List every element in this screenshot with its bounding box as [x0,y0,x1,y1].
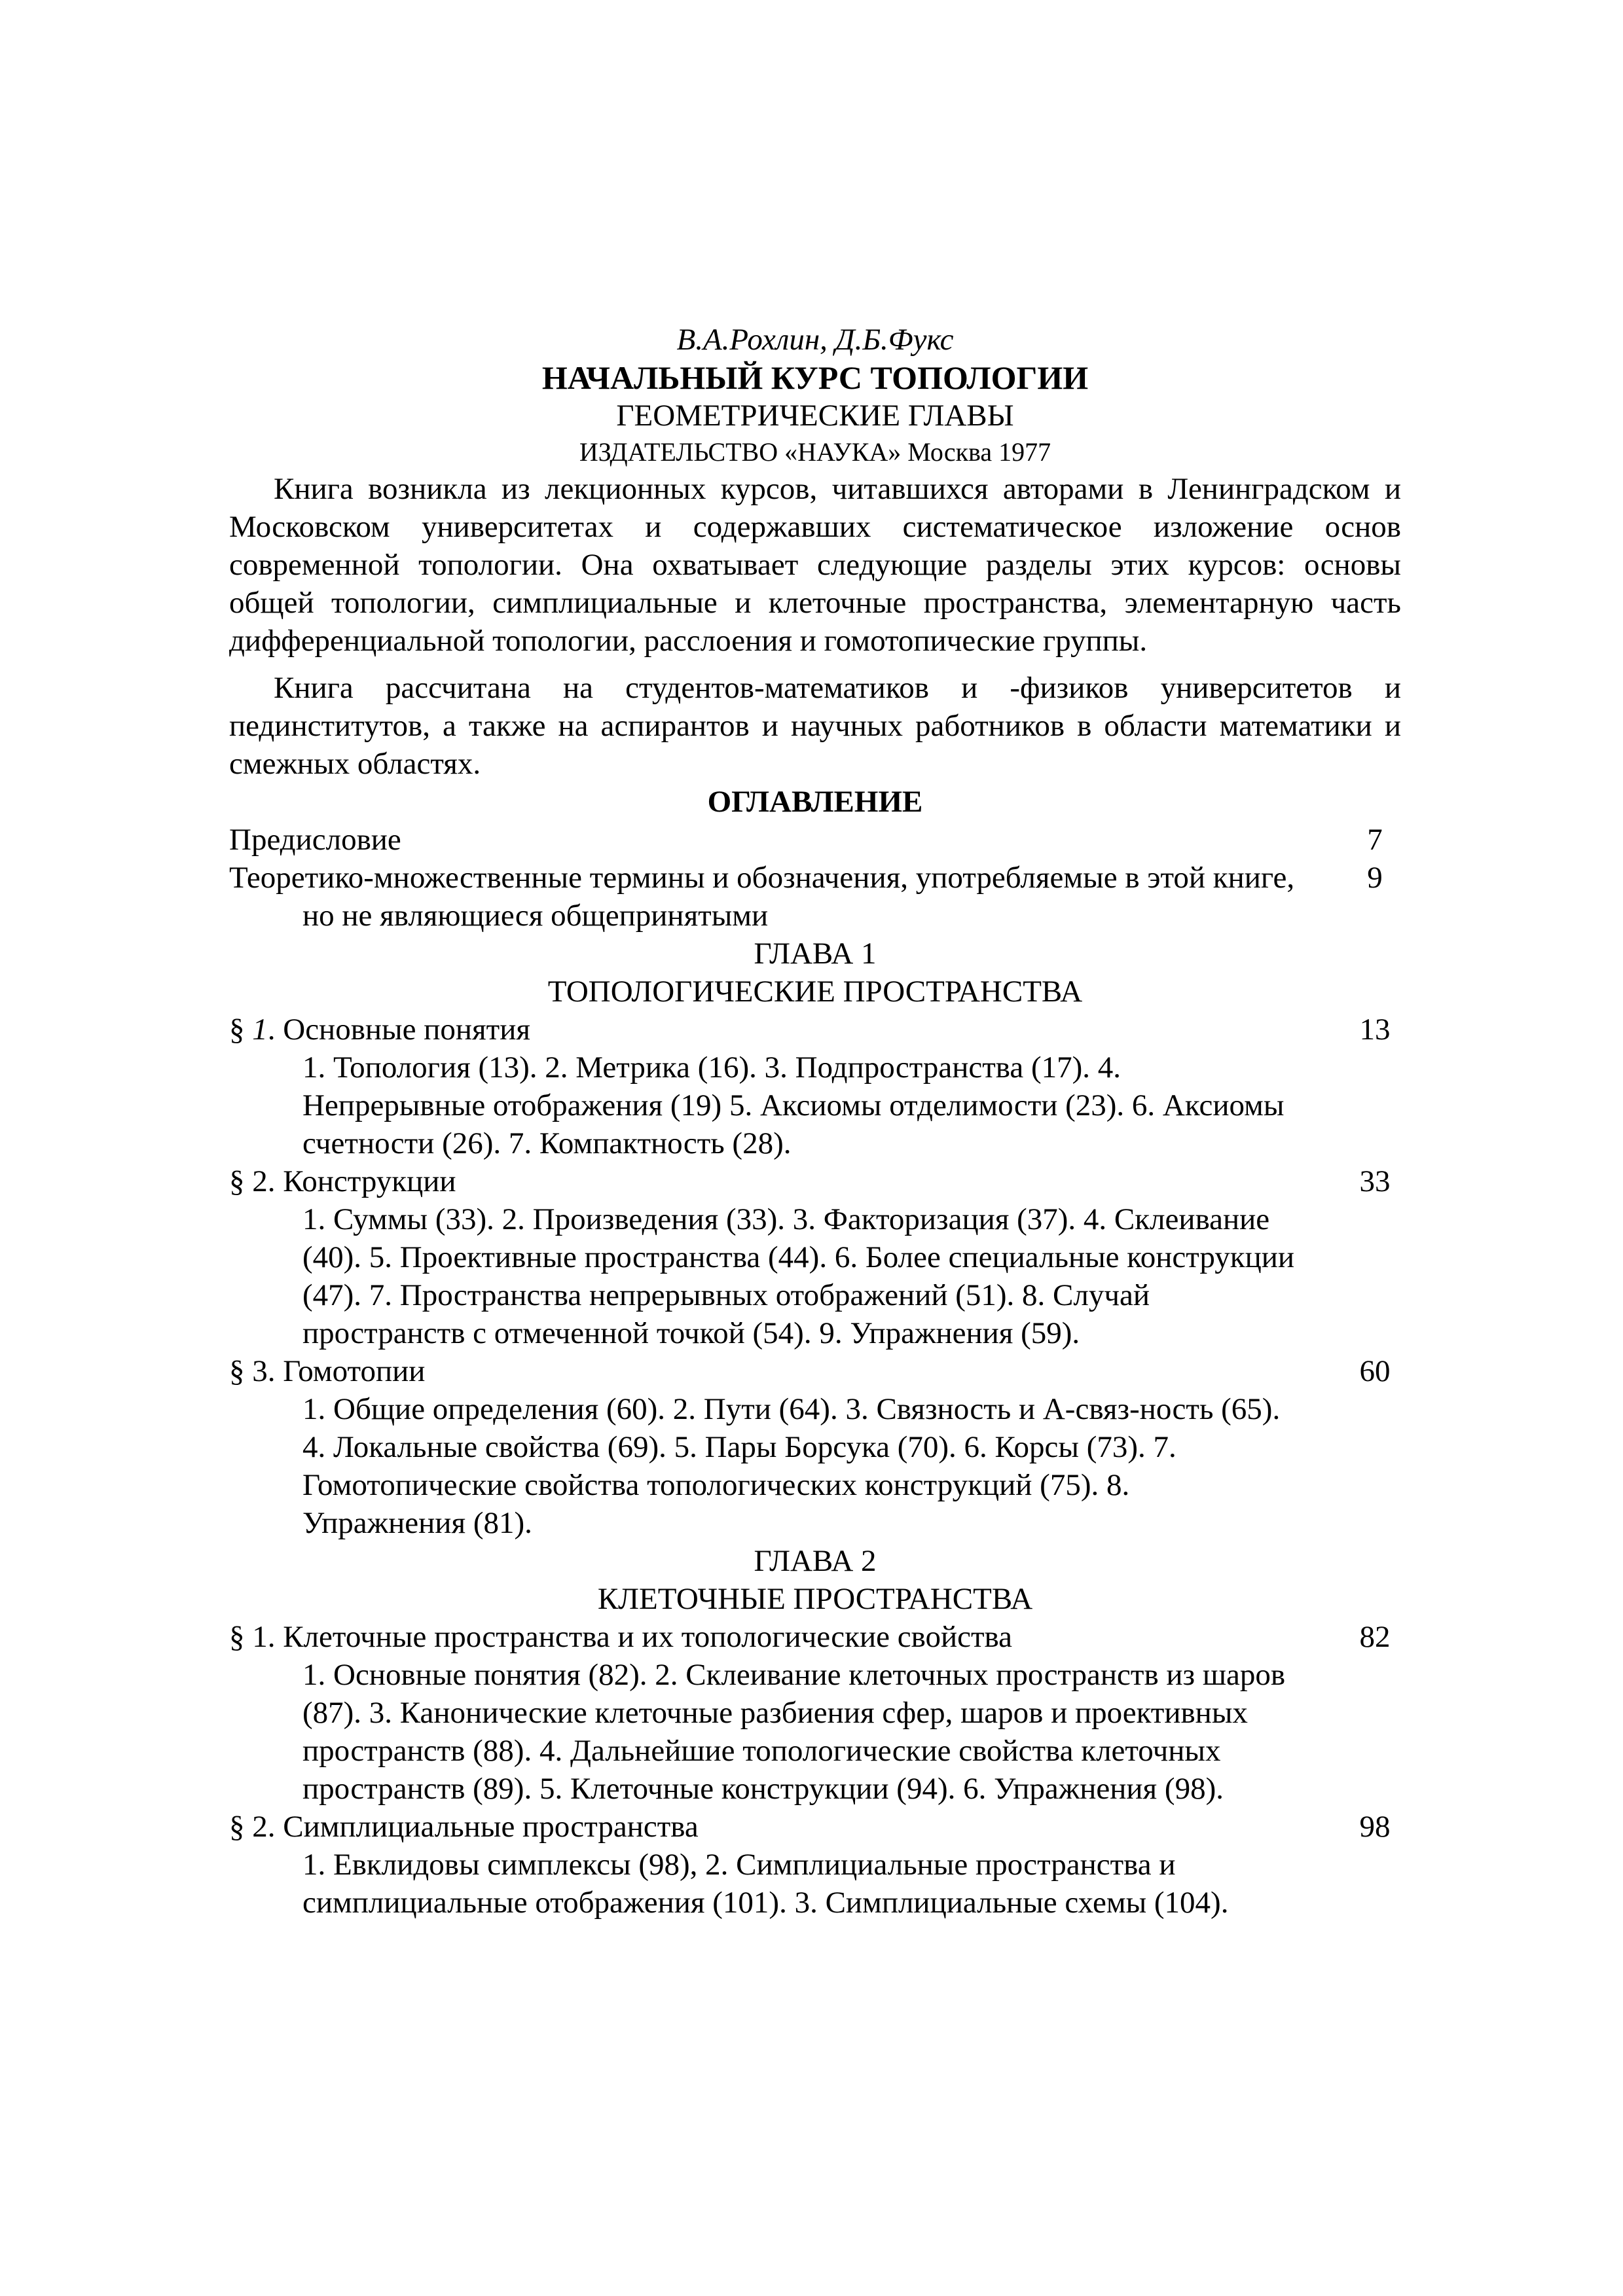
book-subtitle: ГЕОМЕТРИЧЕСКИЕ ГЛАВЫ [616,399,1014,433]
toc-entry-label: Теоретико-множественные термины и обозначения, употребляемые в этой книге, но не являющиеся общепринятыми [229,861,1295,933]
toc-entry-ch1-s2 [229,1162,1401,1200]
toc-subitems: 1. Евклидовы симплексы (98), 2. Симплициальные пространства и симплициальные отображения (101). 3. Симплициальные схемы (104). [302,1848,1229,1920]
toc-page-number: 98 [1359,1810,1391,1844]
toc-page-number: 60 [1359,1354,1391,1388]
toc-page-number: 13 [1359,1013,1391,1047]
toc-heading: ОГЛАВЛЕНИЕ [707,785,923,819]
chapter-1-title: ТОПОЛОГИЧЕСКИЕ ПРОСТРАНСТВА [547,975,1083,1009]
publisher-line: ИЗДАТЕЛЬСТВО «НАУКА» Москва 1977 [579,437,1051,467]
toc-entry-label: § 3. Гомотопии [229,1354,426,1388]
abstract-paragraph-1: Книга возникла из лекционных курсов, читавшихся авторами в Ленинградском и Московском университетах и содержавших систематическое изложение основ современной топологии. Она охватывает следующие разделы этих курсов: основы общей топологии, симплициальные и клеточные пространства, элементарную часть дифференциальной топологии, расслоения и гомотопические группы. [229,472,1401,658]
chapter-2-number: ГЛАВА 2 [754,1544,877,1578]
toc-entry-terms [229,859,1401,935]
toc-entry-preface [229,821,1401,859]
toc-page-number: 9 [1367,861,1383,895]
toc-entry-ch1-s3 [229,1352,1401,1390]
toc-subitems: 1. Суммы (33). 2. Произведения (33). 3. Факторизация (37). 4. Склеивание (40). 5. Проективные пространства (44). 6. Более специальные конструкции (47). 7. Пространства непрерывных отображений (51). 8. Случай пространств с отмеченной точкой (54). 9. Упражнения (59). [302,1202,1295,1350]
chapter-2-title: КЛЕТОЧНЫЕ ПРОСТРАНСТВА [597,1582,1033,1616]
section-title: . Основные понятия [267,1013,530,1047]
section-sign: § [229,1013,253,1047]
toc-entry-label: § 1. Клеточные пространства и их топологические свойства [229,1620,1012,1654]
toc-subitems: 1. Основные понятия (82). 2. Склеивание клеточных пространств из шаров (87). 3. Канонические клеточные разбиения сфер, шаров и проективных пространств (88). 4. Дальнейшие топологические свойства клеточных пространств (89). 5. Клеточные конструкции (94). 6. Упражнения (98). [302,1658,1286,1806]
authors: В.А.Рохлин, Д.Б.Фукс [676,323,954,357]
toc-page-number: 82 [1359,1620,1391,1654]
chapter-1-number: ГЛАВА 1 [754,937,877,971]
document-page [229,321,1401,1922]
toc-entry-ch2-s1 [229,1618,1401,1656]
toc-entry-ch1-s1 [229,1011,1401,1049]
toc-subitems: 1. Топология (13). 2. Метрика (16). 3. Подпространства (17). 4. Непрерывные отображения (19) 5. Аксиомы отделимости (23). 6. Аксиомы счетности (26). 7. Компактность (28). [302,1050,1285,1160]
toc-entry-label [229,1011,1349,1049]
toc-page-number: 33 [1359,1164,1391,1198]
toc-entry-label: Предисловие [229,823,401,857]
book-title: НАЧАЛЬНЫЙ КУРС ТОПОЛОГИИ [541,359,1089,396]
toc-entry-label: § 2. Симплициальные пространства [229,1810,699,1844]
abstract-paragraph-2: Книга рассчитана на студентов-математиков и -физиков университетов и пединститутов, а также на аспирантов и научных работников в области математики и смежных областях. [229,671,1401,781]
toc-subitems: 1. Общие определения (60). 2. Пути (64). 3. Связность и A-связ-ность (65). 4. Локальные свойства (69). 5. Пары Борсука (70). 6. Корсы (73). 7. Гомотопические свойства топологических конструкций (75). 8. Упражнения (81). [302,1392,1281,1540]
toc-entry-label: § 2. Конструкции [229,1164,456,1198]
section-number: 1 [252,1013,268,1047]
toc-page-number: 7 [1367,823,1383,857]
toc-entry-ch2-s2 [229,1808,1401,1846]
